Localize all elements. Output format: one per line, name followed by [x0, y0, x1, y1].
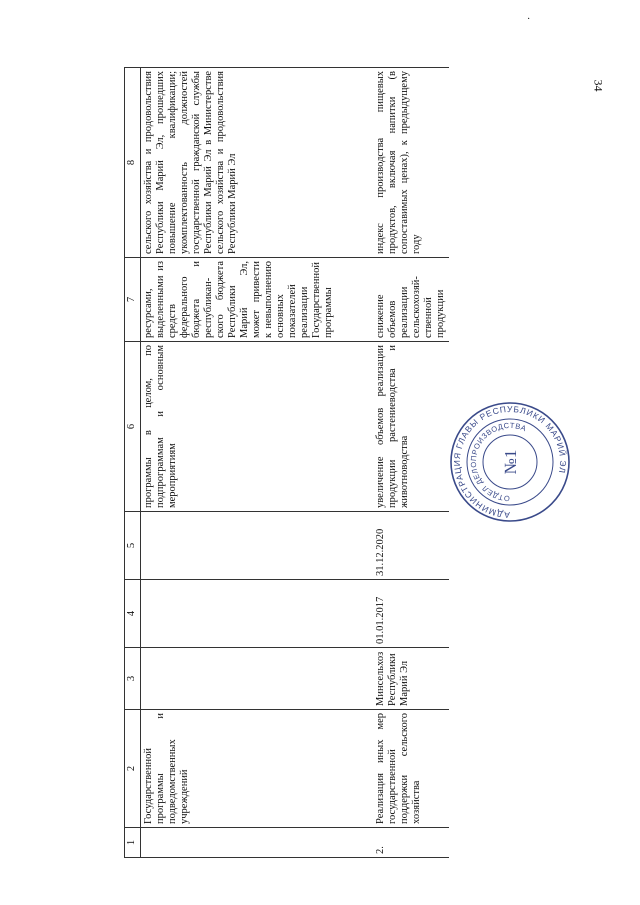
measures-table [124, 67, 449, 858]
cell-indicator: индекс производства пищевых продуктов, включая напитки (в сопоставимых ценах), к предыдущему году [373, 68, 449, 258]
header-col-3: 3 [125, 648, 141, 710]
seal-inner-text: ОТДЕЛ ДЕЛОПРОИЗВОДСТВА [468, 420, 528, 504]
seal-outer-text: АДМИНИСТРАЦИЯ ГЛАВЫ РЕСПУБЛИКИ МАРИЙ ЭЛ [451, 403, 569, 521]
cell-start [141, 580, 373, 648]
header-col-2: 2 [125, 710, 141, 828]
header-col-1: 1 [125, 828, 141, 858]
header-col-6: 6 [125, 342, 141, 512]
cell-indicator: сельского хозяйства и продовольствия Республики Марий Эл, прошедших повышение квалификации; укомплектованность должностей государственной гражданской службы Республики Марий Эл в Министерстве сельского хозяйства и продовольствия Республики Марий Эл [141, 68, 373, 258]
cell-number [141, 828, 373, 858]
cell-executor [141, 648, 373, 710]
table-row [141, 68, 373, 858]
official-seal [448, 400, 572, 524]
seal-number: №1 [501, 449, 520, 475]
header-col-7: 7 [125, 258, 141, 342]
header-row [125, 68, 141, 858]
cell-executor: Минсельхоз Республики Марий Эл [373, 648, 449, 710]
cell-measure: Государственной программы и подведомственных учреждений [141, 710, 373, 828]
cell-start: 01.01.2017 [373, 580, 449, 648]
header-col-4: 4 [125, 580, 141, 648]
cell-consequences: ресурсами, выделенными из средств федерального бюджета и республикан-ского бюджета Республики Марий Эл, может привести к невыполнению основных показателей реализации Государственной программы [141, 258, 373, 342]
cell-end: 31.12.2020 [373, 512, 449, 580]
page-number: 34 [591, 79, 606, 92]
scan-mark: · [527, 14, 531, 25]
cell-result: увеличение объемов реализации продукции растениеводства и животноводства [373, 342, 449, 512]
table-row [373, 68, 449, 858]
cell-end [141, 512, 373, 580]
cell-number: 2. [373, 828, 449, 858]
header-col-8: 8 [125, 68, 141, 258]
cell-consequences: снижение объемов реализации сельскохозяй-ственной продукции [373, 258, 449, 342]
cell-result: программы в целом, по подпрограммам и основным мероприятиям [141, 342, 373, 512]
header-col-5: 5 [125, 512, 141, 580]
cell-measure: Реализация иных мер государственной поддержки сельского хозяйства [373, 710, 449, 828]
